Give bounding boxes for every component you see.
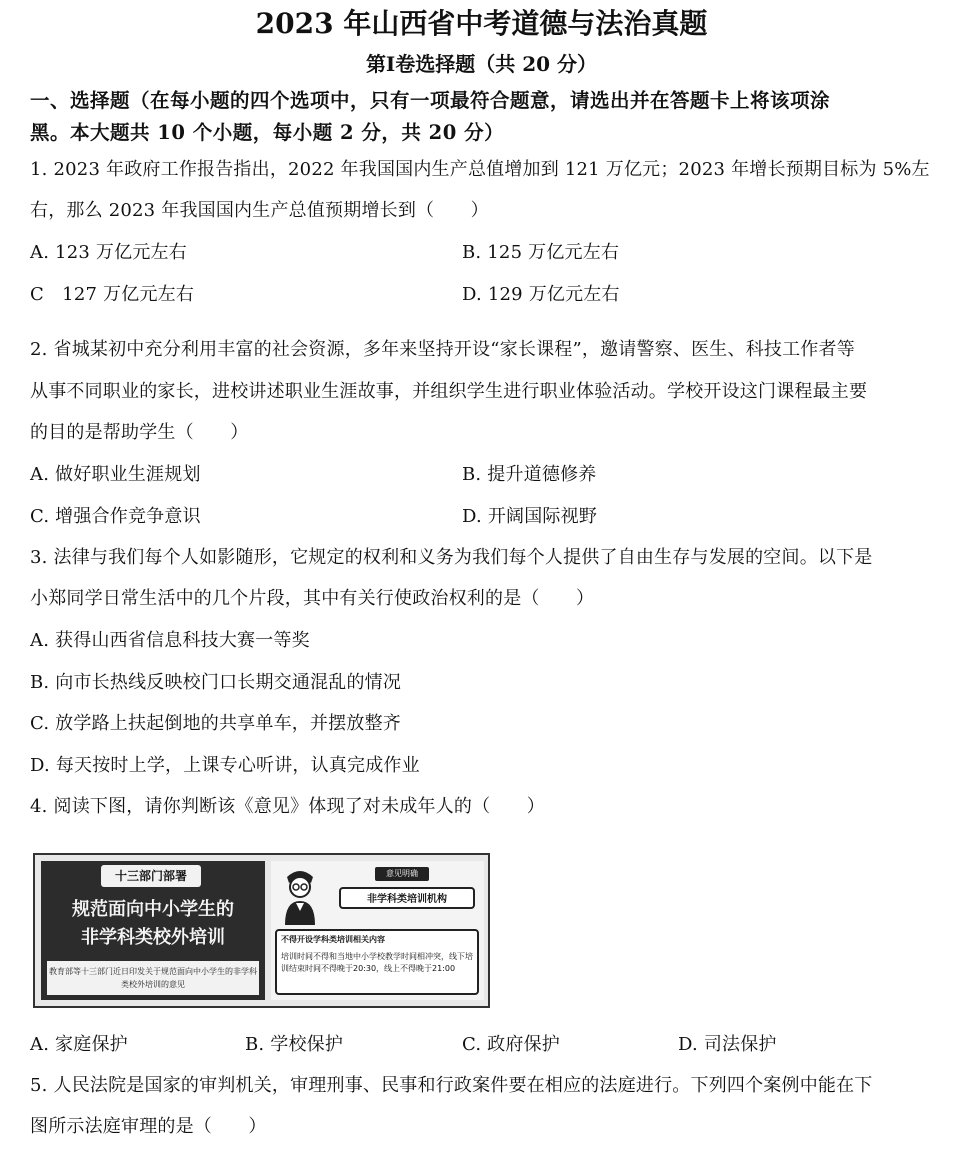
question-4-option-d: D. 司法保护 xyxy=(678,1034,777,1055)
page-subtitle: 第Ⅰ卷选择题（共 20 分） xyxy=(365,52,598,76)
figure-headline-1: 规范面向中小学生的 xyxy=(72,899,234,920)
figure-footnote: 教育部等十三部门近日印发关于规范面向中小学生的非学科类校外培训的意见 xyxy=(47,961,259,995)
question-2-line1: 2. 省城某初中充分利用丰富的社会资源，多年来坚持开设“家长课程”，邀请警察、医生、科技工作者等 xyxy=(30,339,855,360)
section-heading-line2: 黑。本大题共 10 个小题，每小题 2 分，共 20 分） xyxy=(30,121,505,144)
question-3-option-d: D. 每天按时上学，上课专心听讲，认真完成作业 xyxy=(30,755,420,776)
question-2-option-d: D. 开阔国际视野 xyxy=(462,506,598,527)
question-2-option-b: B. 提升道德修养 xyxy=(462,464,597,485)
question-1-line2: 右，那么 2023 年我国国内生产总值预期增长到（ ） xyxy=(30,200,489,221)
page-title: 2023 年山西省中考道德与法治真题 xyxy=(255,7,708,40)
question-3-line2: 小郑同学日常生活中的几个片段，其中有关行使政治权利的是（ ） xyxy=(30,588,595,609)
question-3-option-c: C. 放学路上扶起倒地的共享单车，并摆放整齐 xyxy=(30,713,401,734)
question-1-line1: 1. 2023 年政府工作报告指出，2022 年我国国内生产总值增加到 121 万亿元；2023 年增长预期目标为 5%左 xyxy=(30,159,930,180)
figure-info-panel xyxy=(271,861,484,1000)
question-2-line2: 从事不同职业的家长，进校讲述职业生涯故事，并组织学生进行职业体验活动。学校开设这门课程最主要 xyxy=(30,381,868,402)
question-3-option-a: A. 获得山西省信息科技大赛一等奖 xyxy=(30,630,310,651)
question-2-option-c: C. 增强合作竞争意识 xyxy=(30,506,201,527)
figure-badge: 十三部门部署 xyxy=(101,865,201,887)
question-4-option-c: C. 政府保护 xyxy=(462,1034,560,1055)
question-5-line1: 5. 人民法院是国家的审判机关，审理刑事、民事和行政案件要在相应的法庭进行。下列四个案例中能在下 xyxy=(30,1075,873,1096)
question-5-line2: 图所示法庭审理的是（ ） xyxy=(30,1116,267,1137)
question-1-option-c: C 127 万亿元左右 xyxy=(30,284,195,305)
person-illustration-icon xyxy=(279,867,321,925)
figure-subhead: 非学科类培训机构 xyxy=(339,887,475,909)
question-3-line1: 3. 法律与我们每个人如影随形，它规定的权利和义务为我们每个人提供了自由生存与发展的空间。以下是 xyxy=(30,547,873,568)
question-4-figure xyxy=(33,853,490,1008)
figure-box-title: 不得开设学科类培训相关内容 xyxy=(281,935,385,944)
figure-tag: 意见明确 xyxy=(375,867,429,881)
figure-headline-2: 非学科类校外培训 xyxy=(81,927,225,948)
figure-box-text: 培训时间不得和当地中小学校教学时间相冲突，线下培训结束时间不得晚于20:30，线上不得晚于21:00 xyxy=(281,952,473,973)
question-2-line3: 的目的是帮助学生（ ） xyxy=(30,422,249,443)
section-heading-line1: 一、选择题（在每小题的四个选项中，只有一项最符合题意，请选出并在答题卡上将该项涂 xyxy=(30,89,831,112)
question-4-option-b: B. 学校保护 xyxy=(245,1034,344,1055)
question-2-option-a: A. 做好职业生涯规划 xyxy=(30,464,201,485)
question-1-option-d: D. 129 万亿元左右 xyxy=(462,284,620,305)
figure-rules-box xyxy=(275,929,479,995)
question-3-option-b: B. 向市长热线反映校门口长期交通混乱的情况 xyxy=(30,672,402,693)
question-4-option-a: A. 家庭保护 xyxy=(30,1034,128,1055)
question-4-line1: 4. 阅读下图，请你判断该《意见》体现了对未成年人的（ ） xyxy=(30,796,545,817)
question-1-option-a: A. 123 万亿元左右 xyxy=(30,242,187,263)
question-1-option-b: B. 125 万亿元左右 xyxy=(462,242,620,263)
figure-poster-panel xyxy=(41,861,265,1000)
